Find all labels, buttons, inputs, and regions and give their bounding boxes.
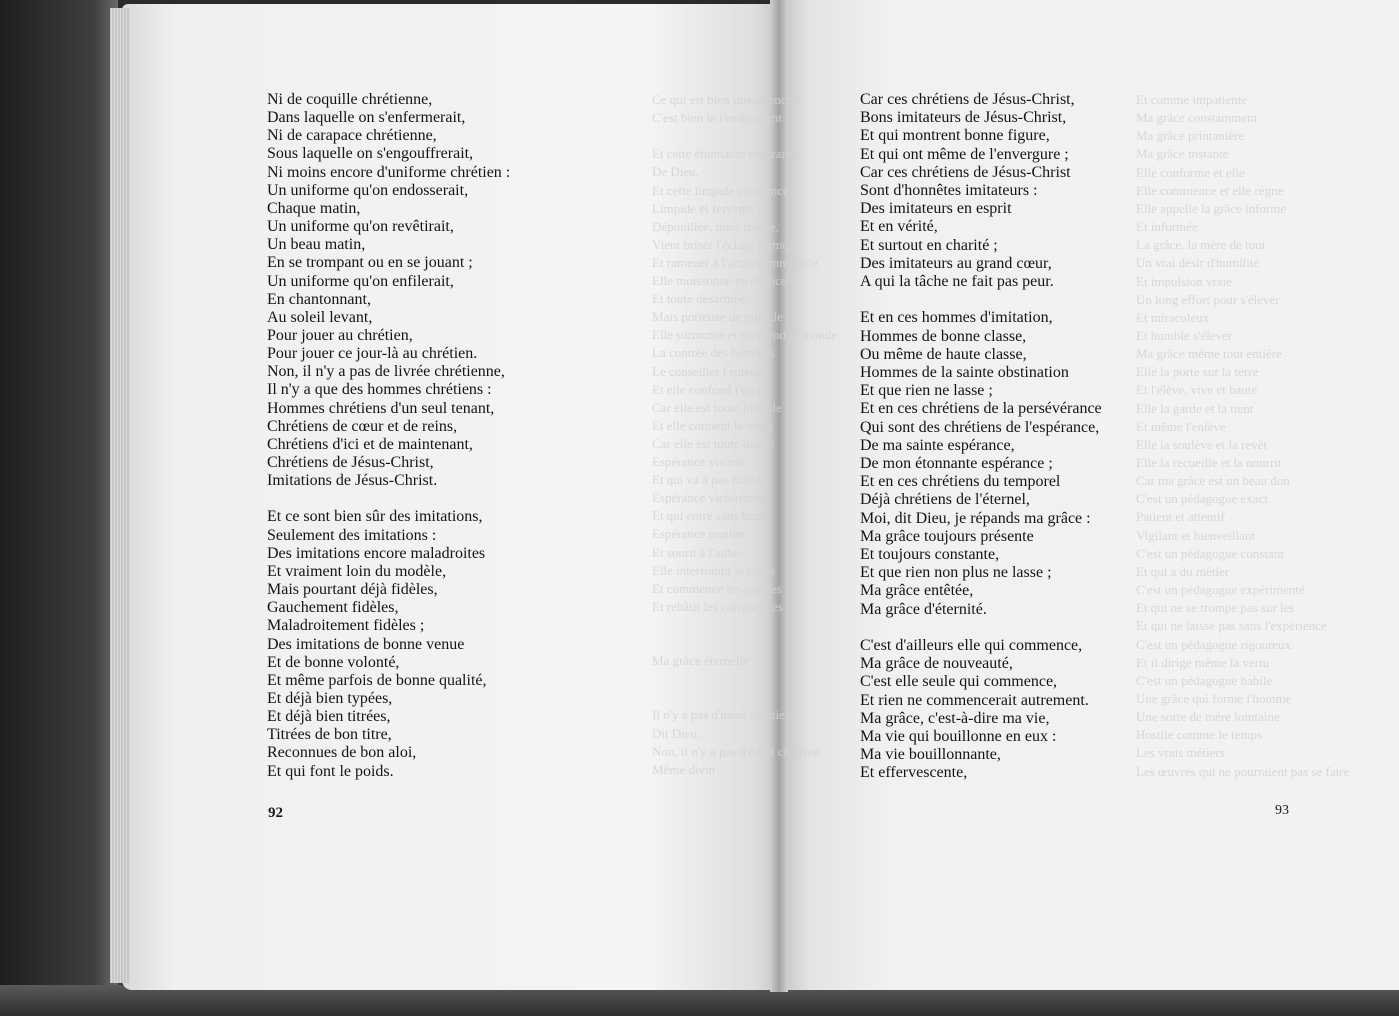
show-through-line: Et qui va à pas fidèles xyxy=(652,472,767,488)
show-through-line: Et ramener à l'accord immuable xyxy=(652,254,818,270)
show-through-line: Espérance victorieuse xyxy=(652,490,766,506)
show-through-line: Car elle est toute douce xyxy=(652,435,775,451)
verse-line: Et en vérité, xyxy=(860,218,938,236)
show-through-line: Les vrais métiers xyxy=(1136,745,1225,761)
verse-line: Ma vie qui bouillonne en eux : xyxy=(860,728,1057,745)
show-through-line: Ma grâce constamment xyxy=(1136,110,1258,126)
show-through-line: Et qui entre sans bruit xyxy=(652,508,767,524)
show-through-line: Le conseiller l'entend xyxy=(652,363,764,379)
verse-line: Pour jouer ce jour-là au chrétien. xyxy=(267,345,478,363)
verse-line: Et toujours constante, xyxy=(860,546,1000,563)
show-through-line: Elle interrompt le cours xyxy=(652,562,776,578)
verse-line: Ou même de haute classe, xyxy=(860,345,1027,363)
show-through-line: Et qui a du métier xyxy=(1136,563,1230,579)
show-through-line: Espérance mutine xyxy=(652,526,745,542)
show-through-line: Et commence les paroles xyxy=(652,580,782,596)
verse-line: Et surtout en charité ; xyxy=(860,236,998,254)
verse-line: C'est d'ailleurs elle qui commence, xyxy=(860,637,1083,654)
show-through-line: C'est un pédagogue exact xyxy=(1136,491,1268,507)
verse-line: Ma grâce toujours présente xyxy=(860,527,1034,545)
show-through-line: Et elle contient la vertu xyxy=(652,417,774,433)
verse-line: Hommes de la sainte obstination xyxy=(860,364,1069,381)
verse-line: Et ce sont bien sûr des imitations, xyxy=(267,508,483,526)
verse-line: Bons imitateurs de Jésus-Christ, xyxy=(860,109,1067,127)
page-edges xyxy=(110,8,130,983)
show-through-line: Et il dirige même la vertu xyxy=(1136,654,1270,670)
show-through-line: Et toute désarmée, xyxy=(652,291,749,307)
verse-line: Ni moins encore d'uniforme chrétien : xyxy=(267,163,511,181)
verse-line: Et en ces hommes d'imitation, xyxy=(860,309,1053,327)
verse-line: Et rien ne commencerait autrement. xyxy=(860,691,1089,709)
verse-line: Ni de carapace chrétienne, xyxy=(267,127,437,145)
show-through-line: Même divin xyxy=(652,761,716,777)
show-through-line: Et rebâtit les consciences xyxy=(652,598,784,614)
show-through-line: Dit Dieu. xyxy=(652,725,701,741)
show-through-line: Il n'y a pas d'habit chrétien xyxy=(652,707,792,723)
verse-line: Et qui ont même de l'envergure ; xyxy=(860,145,1069,163)
verse-line: Déjà chrétiens de l'éternel, xyxy=(860,491,1030,509)
verse-line: Ma grâce de nouveauté, xyxy=(860,655,1013,673)
verse-line: Ma grâce, c'est-à-dire ma vie, xyxy=(860,709,1050,727)
show-through-line: Elle la soulève et la revêt xyxy=(1136,436,1268,452)
show-through-line: Elle la recueille et la nourrit xyxy=(1136,455,1282,470)
verse-line: Chrétiens de cœur et de reins, xyxy=(267,417,458,435)
show-through-line: C'est un pédagogue habile xyxy=(1136,672,1273,688)
show-through-line: Elle conforme et elle xyxy=(1136,164,1245,180)
show-through-line: Et humble s'élever xyxy=(1136,327,1233,343)
page-number-right: 93 xyxy=(1275,803,1289,818)
verse-line: A qui la tâche ne fait pas peur. xyxy=(860,273,1054,290)
verse-line: Un beau matin, xyxy=(267,236,366,254)
verse-line: Chrétiens de Jésus-Christ, xyxy=(267,454,434,471)
show-through-line: Un vrai désir d'humilité xyxy=(1136,255,1260,271)
verse-line: Un uniforme qu'on endosserait, xyxy=(267,181,469,199)
show-through-line: Mais porteuse de miracle xyxy=(652,309,784,325)
verse-line: Sont d'honnêtes imitateurs : xyxy=(860,182,1038,199)
verse-line: Des imitations de bonne venue xyxy=(267,635,465,653)
verse-line: Moi, dit Dieu, je répands ma grâce : xyxy=(860,509,1091,527)
show-through-line: Et même l'enlève xyxy=(1136,418,1226,434)
show-through-line: Elle appelle la grâce informe xyxy=(1136,200,1287,216)
show-through-line: Car elle est toute humble xyxy=(652,399,782,415)
verse-line: Qui sont des chrétiens de l'espérance, xyxy=(860,418,1100,436)
verse-line: Et que rien ne lasse ; xyxy=(860,382,993,400)
verse-line: De ma sainte espérance, xyxy=(860,436,1015,454)
verse-line: En se trompant ou en se jouant ; xyxy=(267,254,473,272)
verse-line: Gauchement fidèles, xyxy=(267,599,399,617)
show-through-line: Une grâce qui forme l'homme xyxy=(1136,690,1292,706)
show-through-line: Ma grâce éternelle xyxy=(652,653,749,669)
verse-line: Des imitateurs au grand cœur, xyxy=(860,254,1052,272)
verse-line: Titrées de bon titre, xyxy=(267,726,392,744)
verse-line: Non, il n'y a pas de livrée chrétienne, xyxy=(267,363,505,381)
verse-line: Ni de coquille chrétienne, xyxy=(267,91,433,108)
show-through-line: Et elle confond l'esprit xyxy=(652,381,770,397)
verse-line: Hommes de bonne classe, xyxy=(860,327,1027,345)
verse-line: Au soleil levant, xyxy=(267,308,373,326)
verse-line: Et déjà bien typées, xyxy=(267,689,393,707)
show-through-line: Et comme impatiente xyxy=(1136,92,1248,107)
page-number-left: 92 xyxy=(268,805,283,821)
show-through-line: La grâce, la mère de tout xyxy=(1136,237,1266,253)
verse-line: Imitations de Jésus-Christ. xyxy=(267,472,438,490)
show-through-line: Et sourit à l'aube xyxy=(652,544,740,560)
show-through-line: Patient et attentif xyxy=(1136,509,1225,525)
show-through-line: C'est bien le l'entêtement xyxy=(652,110,782,126)
verse-line: Hommes chrétiens d'un seul tenant, xyxy=(267,399,495,417)
verse-line: Car ces chrétiens de Jésus-Christ, xyxy=(860,91,1075,108)
verse-line: Et qui font le poids. xyxy=(267,762,394,780)
show-through-line: Ma grâce même tout entière xyxy=(1136,346,1282,362)
show-through-line: Vigilant et bienveillant xyxy=(1136,527,1256,543)
show-through-line: La contrée des hommes xyxy=(652,345,776,361)
verse-line: Sous laquelle on s'engouffrerait, xyxy=(267,145,474,163)
show-through-line: Ma grâce instante xyxy=(1136,146,1229,162)
show-through-line: Et qui ne se trompe pas sur les xyxy=(1136,600,1295,616)
verse-line: Seulement des imitations : xyxy=(267,526,437,544)
verse-line: Mais pourtant déjà fidèles, xyxy=(267,581,438,599)
show-through-line: Vient briser l'écluse fermée xyxy=(652,236,794,252)
verse-line: Des imitateurs en esprit xyxy=(860,200,1012,218)
show-through-line: C'est un pédagogue rigoureux xyxy=(1136,636,1292,652)
show-through-line: Et miraculeux xyxy=(1136,309,1210,325)
verse-line: Maladroitement fidèles ; xyxy=(267,617,425,635)
verse-line: De mon étonnante espérance ; xyxy=(860,455,1053,472)
scanner-background-left xyxy=(0,0,118,1016)
show-through-line: Elle surmonte et surprend le monde xyxy=(652,327,838,343)
show-through-line: Et informée xyxy=(1136,219,1198,235)
show-through-line: Non, il n'y a pas d'habit chrétien xyxy=(652,743,820,759)
verse-line: Des imitations encore maladroites xyxy=(267,544,486,562)
verse-line: Chaque matin, xyxy=(267,199,361,217)
show-through-line: De Dieu, xyxy=(652,164,699,180)
show-through-line: Ma grâce printanière xyxy=(1136,128,1245,144)
verse-line: Ma grâce entêtée, xyxy=(860,582,974,600)
show-through-line: C'est un pédagogue expérimenté xyxy=(1136,582,1305,598)
show-through-line: Hostile comme le temps xyxy=(1136,727,1263,743)
verse-line: Et que rien non plus ne lasse ; xyxy=(860,564,1052,582)
verse-line: Et vraiment loin du modèle, xyxy=(267,562,447,580)
show-through-line: Et cette limpide constance xyxy=(652,182,789,198)
verse-line: En chantonnant, xyxy=(267,290,371,308)
show-through-line: Espérance vivante xyxy=(652,454,747,469)
verse-line: Et de bonne volonté, xyxy=(267,653,400,671)
verse-line: Ma grâce d'éternité. xyxy=(860,600,987,618)
show-through-line: Elle commence et elle règne xyxy=(1136,182,1284,198)
verse-line: Il n'y a que des hommes chrétiens : xyxy=(267,381,492,399)
show-through-line: Elle la garde et la tient xyxy=(1136,400,1254,416)
show-through-line: Elle moissonne en silence xyxy=(652,273,787,288)
show-through-line: Et l'élève, vive et haute xyxy=(1136,382,1258,398)
show-through-line: Ce qui est bien mieux encore xyxy=(652,92,804,107)
show-through-line: Et impulsion vraie xyxy=(1136,273,1233,289)
show-through-line: Et cette étonnante espérance xyxy=(652,146,800,162)
verse-line: Pour jouer au chrétien, xyxy=(267,326,413,344)
verse-line: Et effervescente, xyxy=(860,764,968,782)
verse-line: Ma vie bouillonnante, xyxy=(860,746,1001,764)
show-through-line: C'est un pédagogue constant xyxy=(1136,545,1284,561)
verse-line: Car ces chrétiens de Jésus-Christ xyxy=(860,163,1071,181)
verse-line: Chrétiens d'ici et de maintenant, xyxy=(267,435,473,453)
show-through-line: Car ma grâce est un beau don xyxy=(1136,473,1290,489)
show-through-line: Limpide et fervente xyxy=(652,200,755,216)
show-through-line: Une sorte de mère lointaine xyxy=(1136,709,1280,725)
show-through-line: Elle la porte sur la terre xyxy=(1136,364,1259,380)
show-through-line: Les œuvres qui ne pourraient pas se faire xyxy=(1136,763,1350,779)
show-through-line: Et qui ne laisse pas sans l'expérience xyxy=(1136,618,1327,634)
verse-line: Reconnues de bon aloi, xyxy=(267,744,417,762)
verse-line: Et en ces chrétiens de la persévérance xyxy=(860,400,1102,418)
verse-line: C'est elle seule qui commence, xyxy=(860,673,1058,691)
verse-line: Dans laquelle on s'enfermerait, xyxy=(267,109,466,127)
verse-line: Un uniforme qu'on enfilerait, xyxy=(267,272,454,290)
verse-line: Et même parfois de bonne qualité, xyxy=(267,671,487,689)
verse-line: Et déjà bien titrées, xyxy=(267,708,391,726)
verse-line: Et en ces chrétiens du temporel xyxy=(860,473,1061,491)
show-through-line: Dépouillée, mais royale, xyxy=(652,218,780,234)
verse-line: Un uniforme qu'on revêtirait, xyxy=(267,218,454,236)
show-through-line: Un long effort pour s'élever xyxy=(1136,291,1280,307)
verse-line: Et qui montrent bonne figure, xyxy=(860,127,1050,145)
